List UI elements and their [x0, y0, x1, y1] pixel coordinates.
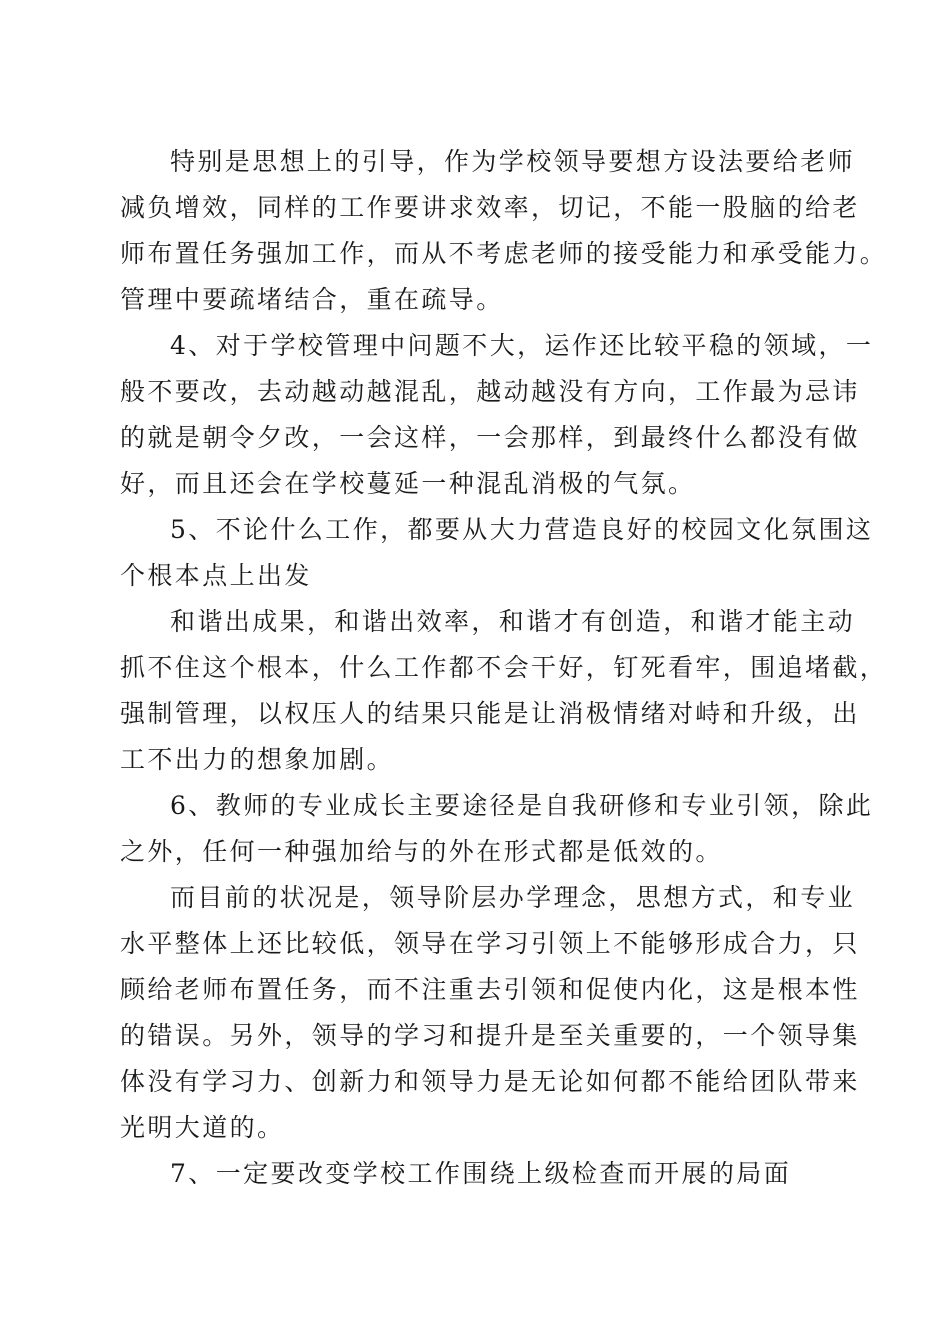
paragraph-line: 个根本点上出发	[120, 561, 312, 590]
paragraph-line: 体没有学习力、创新力和领导力是无论如何都不能给团队带来	[120, 1067, 860, 1096]
paragraph-line: 特别是思想上的引导，作为学校领导要想方设法要给老师	[170, 147, 856, 176]
paragraph-line: 工不出力的想象加剧。	[120, 745, 395, 774]
paragraph-line: 而目前的状况是，领导阶层办学理念，思想方式，和专业	[170, 883, 856, 912]
paragraph-line: 管理中要疏堵结合，重在疏导。	[120, 285, 504, 314]
paragraph-line: 光明大道的。	[120, 1113, 285, 1142]
paragraph-line: 水平整体上还比较低，领导在学习引领上不能够形成合力，只	[120, 929, 860, 958]
paragraph-line: 般不要改，去动越动越混乱，越动越没有方向，工作最为忌讳	[120, 377, 860, 406]
paragraph-line: 师布置任务强加工作，而从不考虑老师的接受能力和承受能力。	[120, 239, 888, 268]
paragraph-line: 强制管理，以权压人的结果只能是让消极情绪对峙和升级，出	[120, 699, 860, 728]
paragraph-line: 顾给老师布置任务，而不注重去引领和促使内化，这是根本性	[120, 975, 860, 1004]
paragraph-line: 7、一定要改变学校工作围绕上级检查而开展的局面	[170, 1159, 792, 1188]
paragraph-line: 之外，任何一种强加给与的外在形式都是低效的。	[120, 837, 723, 866]
paragraph-line: 减负增效，同样的工作要讲求效率，切记，不能一股脑的给老	[120, 193, 860, 222]
paragraph-line: 6、教师的专业成长主要途径是自我研修和专业引领，除此	[170, 791, 874, 820]
paragraph-line: 的就是朝令夕改，一会这样，一会那样，到最终什么都没有做	[120, 423, 860, 452]
paragraph-line: 4、对于学校管理中问题不大，运作还比较平稳的领域，一	[170, 331, 874, 360]
paragraph-line: 抓不住这个根本，什么工作都不会干好，钉死看牢，围追堵截，	[120, 653, 888, 682]
paragraph-line: 好，而且还会在学校蔓延一种混乱消极的气氛。	[120, 469, 696, 498]
paragraph-line: 和谐出成果，和谐出效率，和谐才有创造，和谐才能主动	[170, 607, 856, 636]
paragraph-line: 5、不论什么工作，都要从大力营造良好的校园文化氛围这	[170, 515, 874, 544]
paragraph-line: 的错误。另外，领导的学习和提升是至关重要的，一个领导集	[120, 1021, 860, 1050]
